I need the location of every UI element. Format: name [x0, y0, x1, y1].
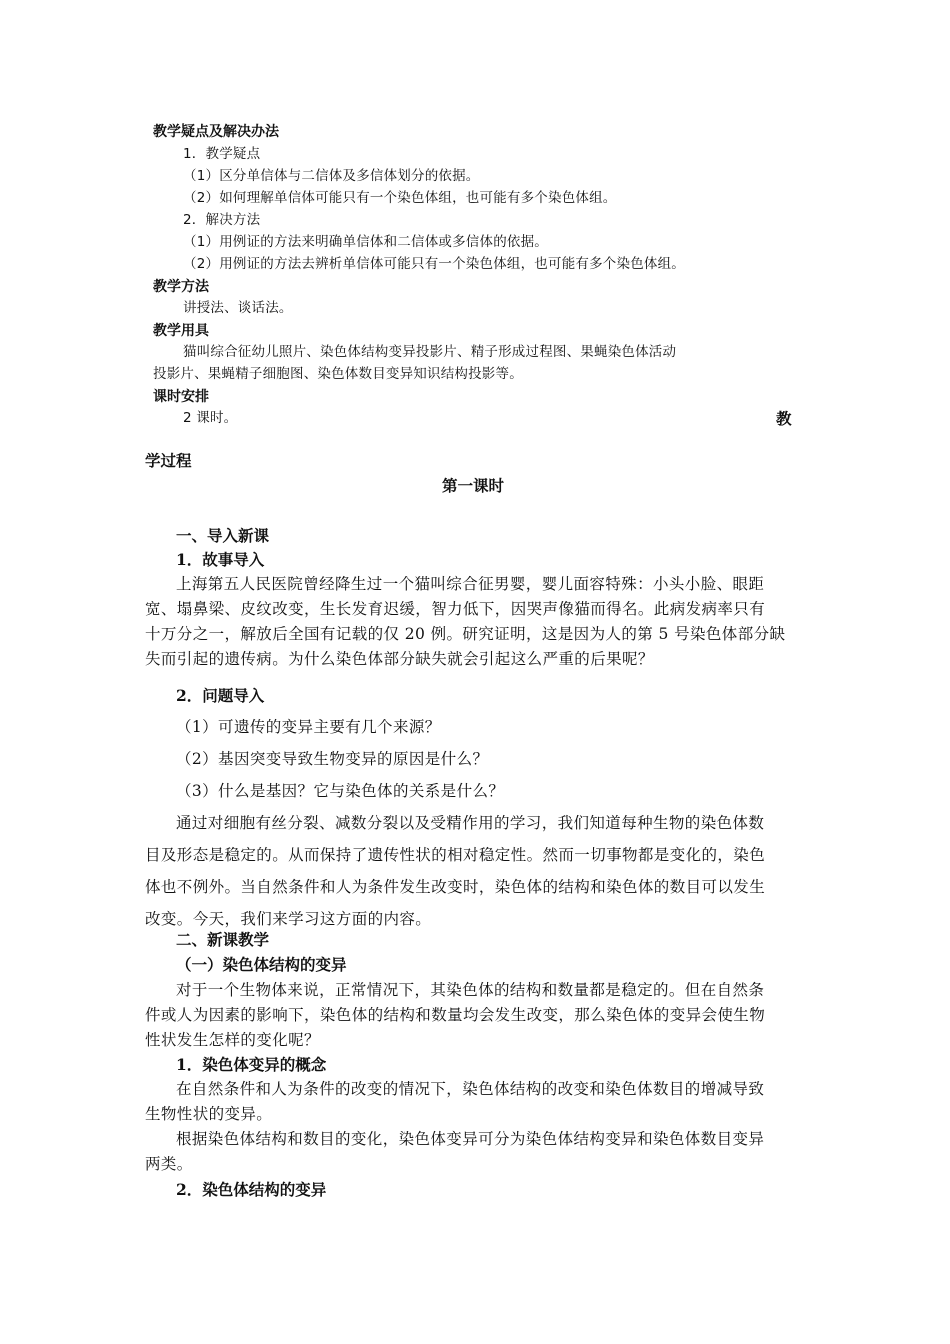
section2-1-2-heading: 2．染色体结构的变异: [176, 1180, 327, 1199]
section1-1-line2: 宽、塌鼻梁、皮纹改变，生长发育迟缓，智力低下，因哭声像猫而得名。此病发病率只有: [145, 600, 766, 618]
difficulty-item2-p2: （2）用例证的方法去辨析单信体可能只有一个染色体组，也可能有多个染色体组。: [183, 256, 685, 272]
difficulty-item1-p2: （2）如何理解单信体可能只有一个染色体组，也可能有多个染色体组。: [183, 190, 617, 206]
section2-1-line2: 件或人为因素的影响下，染色体的结构和数量均会发生改变，那么染色体的变异会使生物: [145, 1006, 766, 1024]
tools-text-line2: 投影片、果蝇精子细胞图、染色体数目变异知识结构投影等。: [153, 366, 523, 382]
section1-1-line1: 上海第五人民医院曾经降生过一个猫叫综合征男婴，婴儿面容特殊：小头小脸、眼距: [176, 575, 765, 593]
process-heading-part1: 教: [776, 409, 792, 428]
method-heading: 教学方法: [153, 279, 209, 295]
section1-2-line4: 改变。今天，我们来学习这方面的内容。: [145, 910, 432, 928]
schedule-heading: 课时安排: [153, 389, 209, 405]
difficulty-heading: 教学疑点及解决办法: [153, 124, 279, 140]
method-text: 讲授法、谈话法。: [183, 300, 293, 316]
section1-2-question1: （1）可遗传的变异主要有几个来源？: [176, 718, 441, 736]
section2-1-line3: 性状发生怎样的变化呢？: [145, 1031, 320, 1049]
section2-1-heading: （一）染色体结构的变异: [176, 955, 347, 974]
lesson-title: 第一课时: [442, 476, 505, 495]
section1-1-line3: 十万分之一，解放后全国有记载的仅 20 例。研究证明，这是因为人的第 5 号染色体部分缺: [145, 625, 786, 643]
difficulty-item1-p1: （1）区分单信体与二信体及多信体划分的依据。: [183, 168, 480, 184]
section1-2-line1: 通过对细胞有丝分裂、减数分裂以及受精作用的学习，我们知道每种生物的染色体数: [176, 814, 765, 832]
section1-1-heading: 1．故事导入: [176, 550, 265, 569]
section2-heading: 二、新课教学: [176, 930, 270, 949]
process-heading-part2: 学过程: [145, 451, 192, 470]
tools-heading: 教学用具: [153, 323, 209, 339]
section1-heading: 一、导入新课: [176, 526, 270, 545]
section2-1-1-heading: 1．染色体变异的概念: [176, 1055, 327, 1074]
section1-2-line3: 体也不例外。当自然条件和人为条件发生改变时，染色体的结构和染色体的数目可以发生: [145, 878, 766, 896]
section1-2-line2: 目及形态是稳定的。从而保持了遗传性状的相对稳定性。然而一切事物都是变化的，染色: [145, 846, 766, 864]
section2-1-1-line3: 根据染色体结构和数目的变化，染色体变异可分为染色体结构变异和染色体数目变异: [176, 1130, 765, 1148]
section2-1-1-line1: 在自然条件和人为条件的改变的情况下，染色体结构的改变和染色体数目的增减导致: [176, 1080, 765, 1098]
difficulty-item1-title: 1．教学疑点: [183, 146, 261, 162]
section1-2-question3: （3）什么是基因？它与染色体的关系是什么？: [176, 782, 505, 800]
tools-text-line1: 猫叫综合征幼儿照片、染色体结构变异投影片、精子形成过程图、果蝇染色体活动: [183, 344, 677, 360]
section2-1-line1: 对于一个生物体来说，正常情况下，其染色体的结构和数量都是稳定的。但在自然条: [176, 981, 765, 999]
section2-1-1-line2: 生物性状的变异。: [145, 1105, 273, 1123]
difficulty-item2-title: 2．解决方法: [183, 212, 261, 228]
schedule-text: 2 课时。: [183, 410, 238, 426]
difficulty-item2-p1: （1）用例证的方法来明确单信体和二信体或多信体的依据。: [183, 234, 548, 250]
section1-1-line4: 失而引起的遗传病。为什么染色体部分缺失就会引起这么严重的后果呢？: [145, 650, 654, 668]
section2-1-1-line4: 两类。: [145, 1155, 193, 1173]
section1-2-heading: 2．问题导入: [176, 686, 265, 705]
section1-2-question2: （2）基因突变导致生物变异的原因是什么？: [176, 750, 489, 768]
